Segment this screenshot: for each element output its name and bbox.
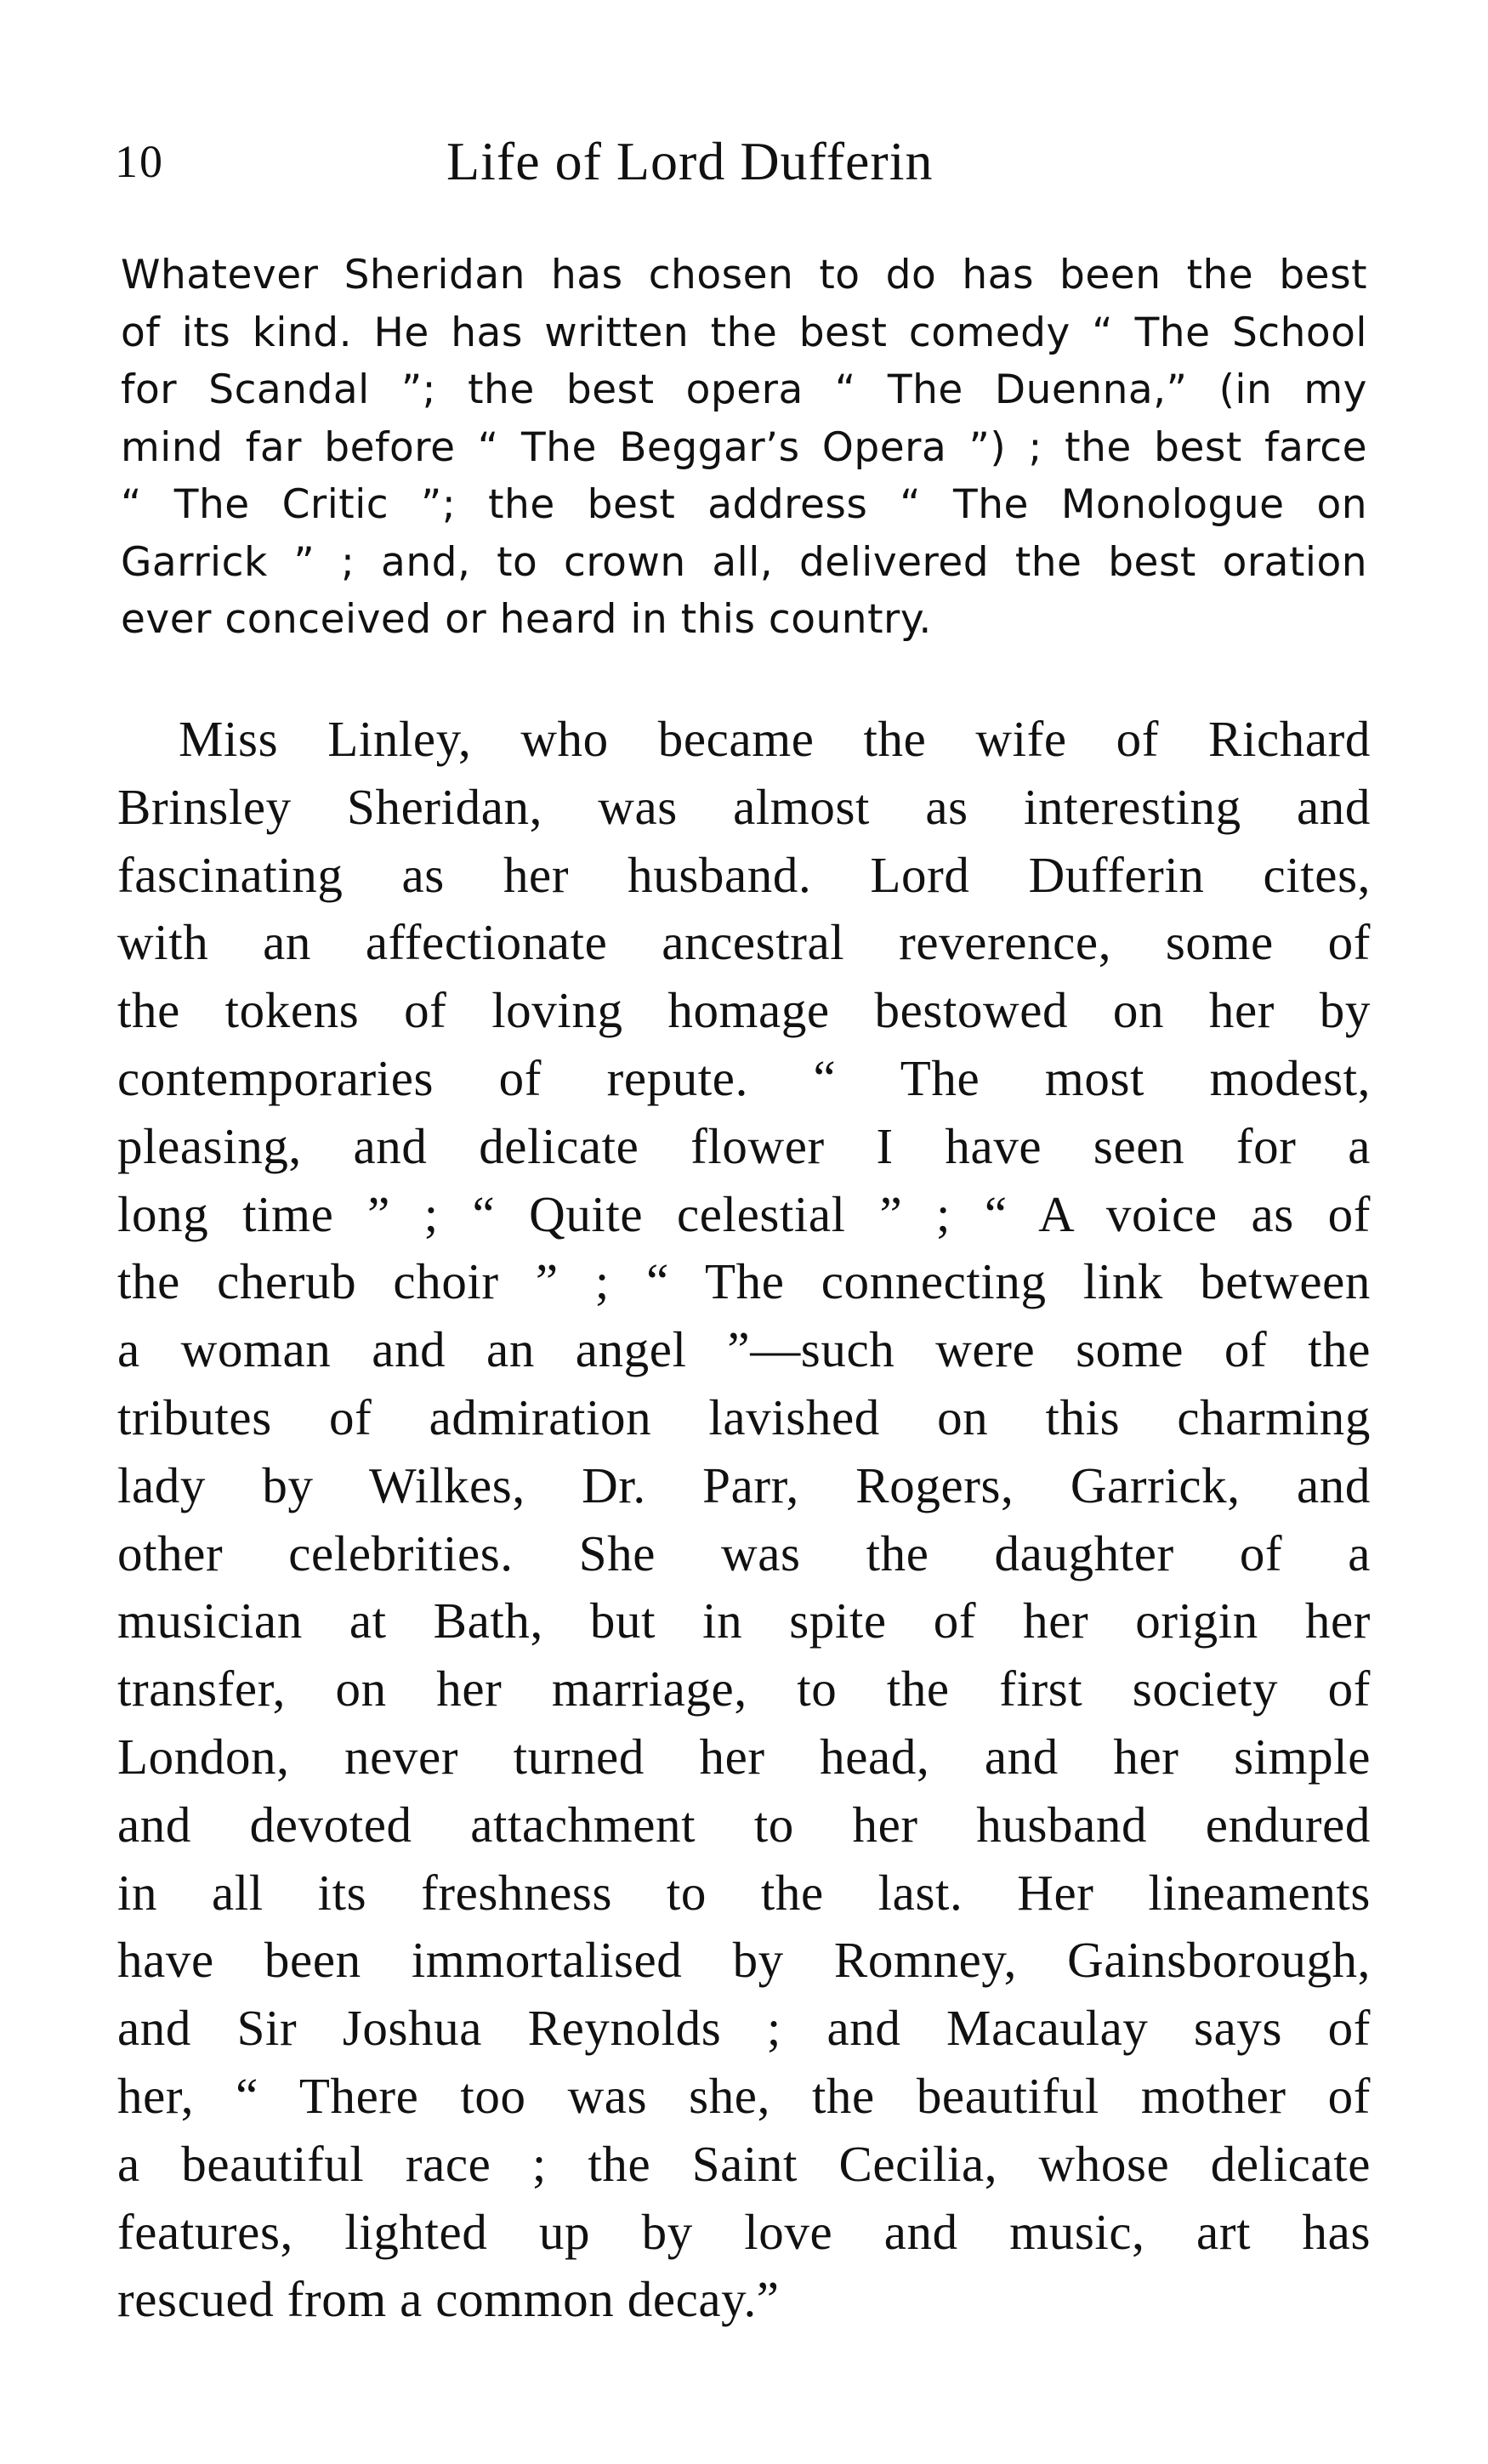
quote-block bbox=[121, 247, 1367, 649]
paragraph-line: rescued from a common decay.” bbox=[117, 2271, 780, 2328]
paragraph-line: a woman and an angel ”—such were some of the bbox=[117, 1321, 1371, 1378]
paragraph-line: her, “ There too was she, the beautiful mother of bbox=[117, 2067, 1371, 2124]
paragraph-first-line bbox=[117, 706, 1371, 774]
paragraph-line: transfer, on her marriage, to the first society of bbox=[117, 1661, 1371, 1717]
quote-line: mind far before “ The Beggar’s Opera ”) ; the best farce bbox=[121, 423, 1367, 471]
paragraph-line: other celebrities. She was the daughter of a bbox=[117, 1524, 1371, 1581]
page-header bbox=[115, 128, 1373, 196]
running-head: Life of Lord Dufferin bbox=[446, 131, 934, 191]
paragraph-line: a beautiful race ; the Saint Cecilia, whose delicate bbox=[117, 2135, 1371, 2192]
paragraph-line: the cherub choir ” ; “ The connecting link between bbox=[117, 1253, 1371, 1310]
paragraph-line: contemporaries of repute. “ The most modest, bbox=[117, 1049, 1371, 1106]
paragraph-line: long time ” ; “ Quite celestial ” ; “ A voice as of bbox=[117, 1185, 1371, 1242]
quote-line: Whatever Sheridan has chosen to do has been the best bbox=[121, 252, 1367, 298]
paragraph-line: lady by Wilkes, Dr. Parr, Rogers, Garrick, and bbox=[117, 1456, 1371, 1513]
paragraph-line: features, lighted up by love and music, art has bbox=[117, 2203, 1371, 2260]
paragraph-line: Miss Linley, who became the wife of Richard bbox=[179, 711, 1371, 767]
quote-line: ever conceived or heard in this country. bbox=[121, 596, 932, 643]
body-paragraph bbox=[117, 706, 1371, 2334]
paragraph-line: London, never turned her head, and her simple bbox=[117, 1728, 1371, 1785]
paragraph-line: the tokens of loving homage bestowed on her by bbox=[117, 982, 1371, 1039]
quote-line: for Scandal ”; the best opera “ The Duenna,” (in my bbox=[121, 366, 1367, 413]
paragraph-line: with an affectionate ancestral reverence, some of bbox=[117, 914, 1371, 971]
quote-line: “ The Critic ”; the best address “ The Monologue on bbox=[121, 481, 1367, 528]
page-number: 10 bbox=[115, 136, 164, 187]
paragraph-line: in all its freshness to the last. Her lineaments bbox=[117, 1864, 1371, 1921]
paragraph-line: and Sir Joshua Reynolds ; and Macaulay says of bbox=[117, 2000, 1371, 2057]
paragraph-line: fascinating as her husband. Lord Dufferin cites, bbox=[117, 846, 1371, 903]
paragraph-line: tributes of admiration lavished on this charming bbox=[117, 1388, 1371, 1445]
paragraph-line: have been immortalised by Romney, Gainsborough, bbox=[117, 1932, 1371, 1989]
paragraph-line: Brinsley Sheridan, was almost as interesting and bbox=[117, 778, 1371, 835]
paragraph-line: musician at Bath, but in spite of her origin her bbox=[117, 1593, 1371, 1649]
paragraph-line: and devoted attachment to her husband endured bbox=[117, 1796, 1371, 1853]
quote-line: Garrick ” ; and, to crown all, delivered the best oration bbox=[121, 538, 1367, 586]
quote-line: of its kind. He has written the best comedy “ The School bbox=[121, 309, 1367, 356]
paragraph-line: pleasing, and delicate flower I have seen for a bbox=[117, 1117, 1371, 1174]
